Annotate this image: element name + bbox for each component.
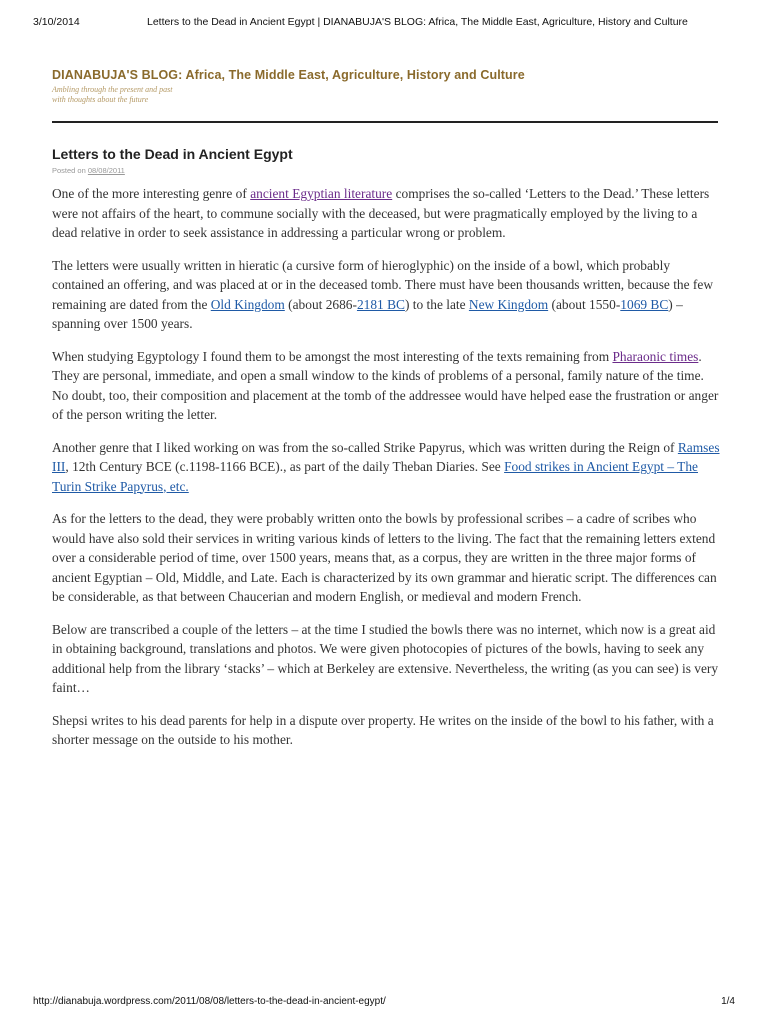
paragraph-text: (about 1550- xyxy=(548,296,621,312)
link-old-kingdom[interactable]: Old Kingdom xyxy=(210,296,285,312)
paragraph-text: , 12th Century BCE (c.1198-1166 BCE)., as part of the daily Theban Diaries. See xyxy=(65,459,505,474)
paragraph-1 xyxy=(52,184,720,243)
paragraph-text: (about 2686- xyxy=(284,296,357,312)
blog-tagline xyxy=(52,85,525,105)
print-url: http://dianabuja.wordpress.com/2011/08/08/letters-to-the-dead-in-ancient-egypt/ xyxy=(33,996,386,1007)
link-ramses-iii[interactable]: Ramses III xyxy=(52,439,720,474)
blog-header xyxy=(52,68,525,105)
blog-tagline-line1: Ambling through the present and past xyxy=(52,85,173,94)
blog-tagline-line2: with thoughts about the future xyxy=(52,95,149,104)
paragraph-3 xyxy=(52,347,720,425)
link-new-kingdom[interactable]: New Kingdom xyxy=(468,296,549,312)
link-food-strikes[interactable]: Food strikes in Ancient Egypt – The Turin Strike Papyrus, etc. xyxy=(52,459,698,494)
link-2181-bc[interactable]: 2181 BC xyxy=(356,296,405,312)
post-title: Letters to the Dead in Ancient Egypt xyxy=(52,146,293,162)
post-body xyxy=(52,184,720,750)
paragraph-text: comprises the so-called ‘Letters to the Dead.’ These letters were not affairs of the heart, to commune socially with the deceased, but were pragmatically employed by the living to a dead relative in order to seek assistance in addressing a particular wrong or problem. xyxy=(52,186,710,240)
paragraph-2 xyxy=(52,256,720,334)
link-1069-bc[interactable]: 1069 BC xyxy=(620,296,669,312)
paragraph-text: The letters were usually written in hieratic (a cursive form of hieroglyphic) on the inside of a bowl, which probably contained an offering, and was placed at or in the deceased tomb. There must have been thousands written, because the few remaining are dated from the xyxy=(52,257,713,312)
post xyxy=(52,146,720,763)
paragraph-text: When studying Egyptology I found them to be amongst the most interesting of the texts remaining from xyxy=(52,348,613,364)
paragraph-text: ) to the late xyxy=(404,296,469,312)
paragraph-text: Another genre that I liked working on was from the so-called Strike Papyrus, which was written during the Reign of xyxy=(52,439,678,455)
paragraph-6: Below are transcribed a couple of the letters – at the time I studied the bowls there was no internet, which now is a great aid in obtaining background, translations and photos. We were given photocopies of pictures of the bowls, having to seek any additional help from the library ‘stacks’ – which at Berkeley are extensive. Nevertheless, the writing (as you can see) is very faint… xyxy=(52,621,719,695)
paragraph-text: ) – spanning over 1500 years. xyxy=(52,296,683,331)
post-meta xyxy=(52,166,720,175)
header-divider xyxy=(52,121,718,123)
posted-on-label: Posted on xyxy=(52,166,86,175)
posted-date-link[interactable]: 08/08/2011 xyxy=(87,166,125,175)
print-document-title: Letters to the Dead in Ancient Egypt | DIANABUJA'S BLOG: Africa, The Middle East, Agriculture, History and Culture xyxy=(147,16,688,28)
blog-title-link[interactable]: DIANABUJA'S BLOG: Africa, The Middle East, Agriculture, History and Culture xyxy=(52,68,525,82)
paragraph-4 xyxy=(52,438,720,497)
print-date: 3/10/2014 xyxy=(33,16,80,28)
link-ancient-egyptian-literature[interactable]: ancient Egyptian literature xyxy=(250,186,393,201)
paragraph-5: As for the letters to the dead, they were probably written onto the bowls by professional scribes – a cadre of scribes who would have also sold their services in writing various kinds of letters to the living. The fact that the remaining letters extend over a considerable period of time, over 1500 years, means that, as a corpus, they are written in the three major forms of ancient Egyptian – Old, Middle, and Late. Each is characterized by its own grammar and hieratic script. The differences can be considerable, as that between Chaucerian and modern English, or medieval and modern French. xyxy=(52,511,717,604)
print-page-number: 1/4 xyxy=(721,996,735,1007)
paragraph-7: Shepsi writes to his dead parents for help in a dispute over property. He writes on the inside of the bowl to his father, with a shorter message on the outside to his mother. xyxy=(52,712,714,747)
link-pharaonic-times[interactable]: Pharaonic times xyxy=(612,348,699,364)
paragraph-text: . They are personal, immediate, and open a small window to the kinds of problems of a personal, family nature of the time. No doubt, too, their composition and placement at the tomb of the addressee would have helped ease the frustration or anger of the person writing the letter. xyxy=(52,348,719,422)
paragraph-text: One of the more interesting genre of xyxy=(52,186,251,201)
